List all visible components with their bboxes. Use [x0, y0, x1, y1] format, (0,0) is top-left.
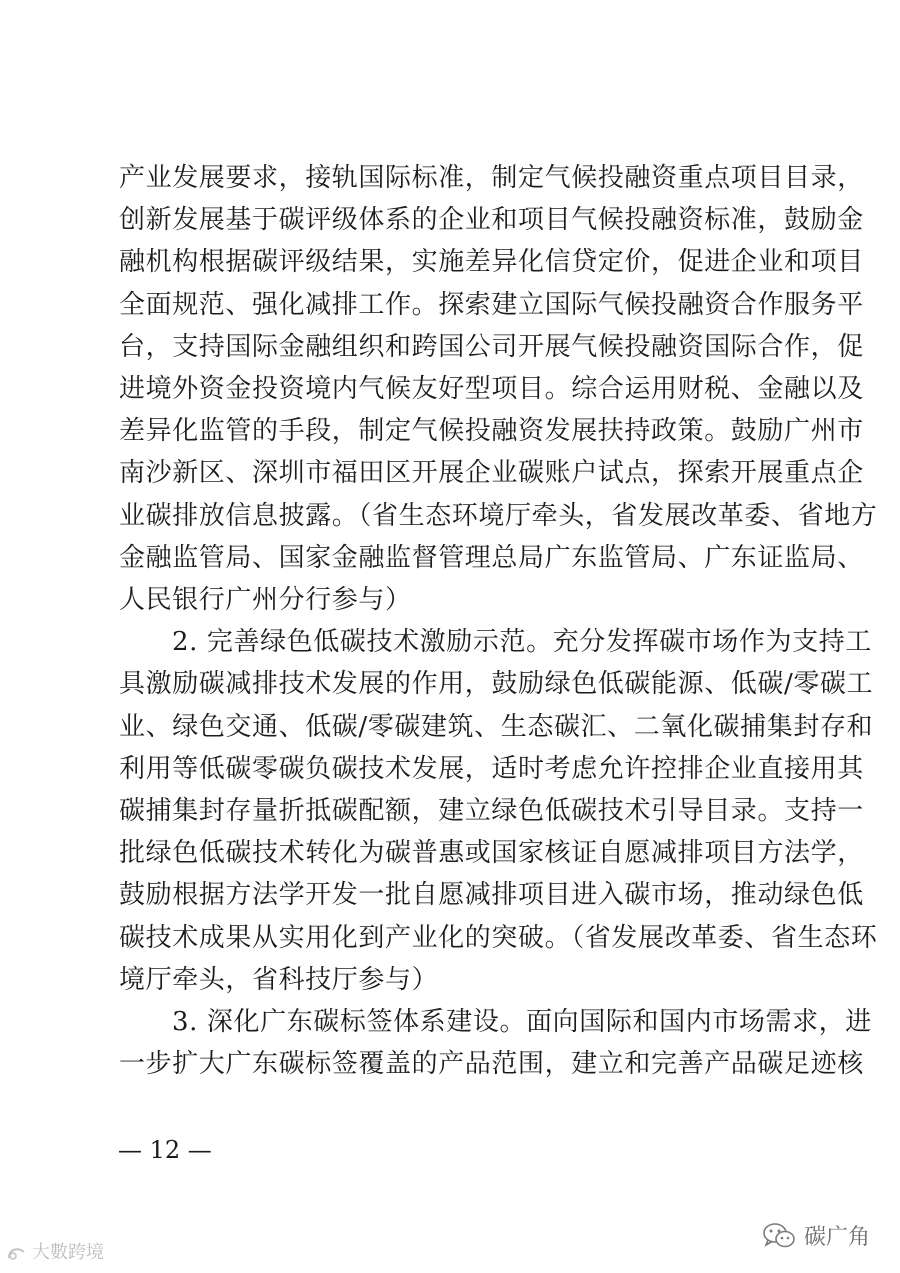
- text-line: 创新发展基于碳评级体系的企业和项目气候投融资标准，鼓励金: [119, 205, 864, 235]
- text-line: 碳技术成果从实用化到产业化的突破。（省发展改革委、省生态环: [119, 923, 878, 953]
- text-line: 金融监管局、国家金融监督管理总局广东监管局、广东证监局、: [119, 543, 864, 573]
- text-line: 一步扩大广东碳标签覆盖的产品范围，建立和完善产品碳足迹核: [119, 1049, 864, 1079]
- text-line: 融机构根据碳评级结果，实施差异化信贷定价，促进企业和项目: [119, 247, 864, 277]
- text-line: 鼓励根据方法学开发一批自愿减排项目进入碳市场，推动绿色低: [119, 880, 864, 910]
- text-line: 业、绿色交通、低碳/零碳建筑、生态碳汇、二氧化碳捕集封存和: [119, 712, 874, 742]
- page-number: — 12 —: [118, 1136, 212, 1164]
- text-line: 进境外资金投资境内气候友好型项目。综合运用财税、金融以及: [119, 374, 864, 404]
- text-line: 2. 完善绿色低碳技术激励示范。充分发挥碳市场作为支持工: [172, 627, 872, 657]
- text-line: 3. 深化广东碳标签体系建设。面向国际和国内市场需求，进: [172, 1007, 872, 1037]
- text-line: 差异化监管的手段，制定气候投融资发展扶持政策。鼓励广州市: [119, 416, 864, 446]
- text-line: 人民银行广州分行参与）: [119, 585, 412, 615]
- text-line: 全面规范、强化减排工作。探索建立国际气候投融资合作服务平: [119, 290, 864, 320]
- text-line: 碳捕集封存量折抵碳配额，建立绿色低碳技术引导目录。支持一: [119, 796, 864, 826]
- text-line: 台，支持国际金融组织和跨国公司开展气候投融资国际合作，促: [119, 332, 864, 362]
- watermark-right-text: 碳广角: [804, 1225, 871, 1250]
- watermark-left-text: 大數跨境: [32, 1242, 104, 1263]
- text-line: 具激励碳减排技术发展的作用，鼓励绿色低碳能源、低碳/零碳工: [119, 669, 874, 699]
- text-line: 产业发展要求，接轨国际标准，制定气候投融资重点项目目录，: [119, 163, 864, 193]
- watermark-right: [762, 1220, 870, 1251]
- watermark-left: [6, 1238, 104, 1264]
- text-line: 业碳排放信息披露。（省生态环境厅牵头，省发展改革委、省地方: [119, 501, 878, 531]
- logo-icon: [6, 1244, 28, 1262]
- text-line: 利用等低碳零碳负碳技术发展，适时考虑允许控排企业直接用其: [119, 754, 864, 784]
- text-line: 境厅牵头，省科技厅参与）: [119, 965, 439, 995]
- wechat-icon: [762, 1222, 796, 1250]
- text-line: 批绿色低碳技术转化为碳普惠或国家核证自愿减排项目方法学，: [119, 838, 864, 868]
- text-line: 南沙新区、深圳市福田区开展企业碳账户试点，探索开展重点企: [119, 458, 864, 488]
